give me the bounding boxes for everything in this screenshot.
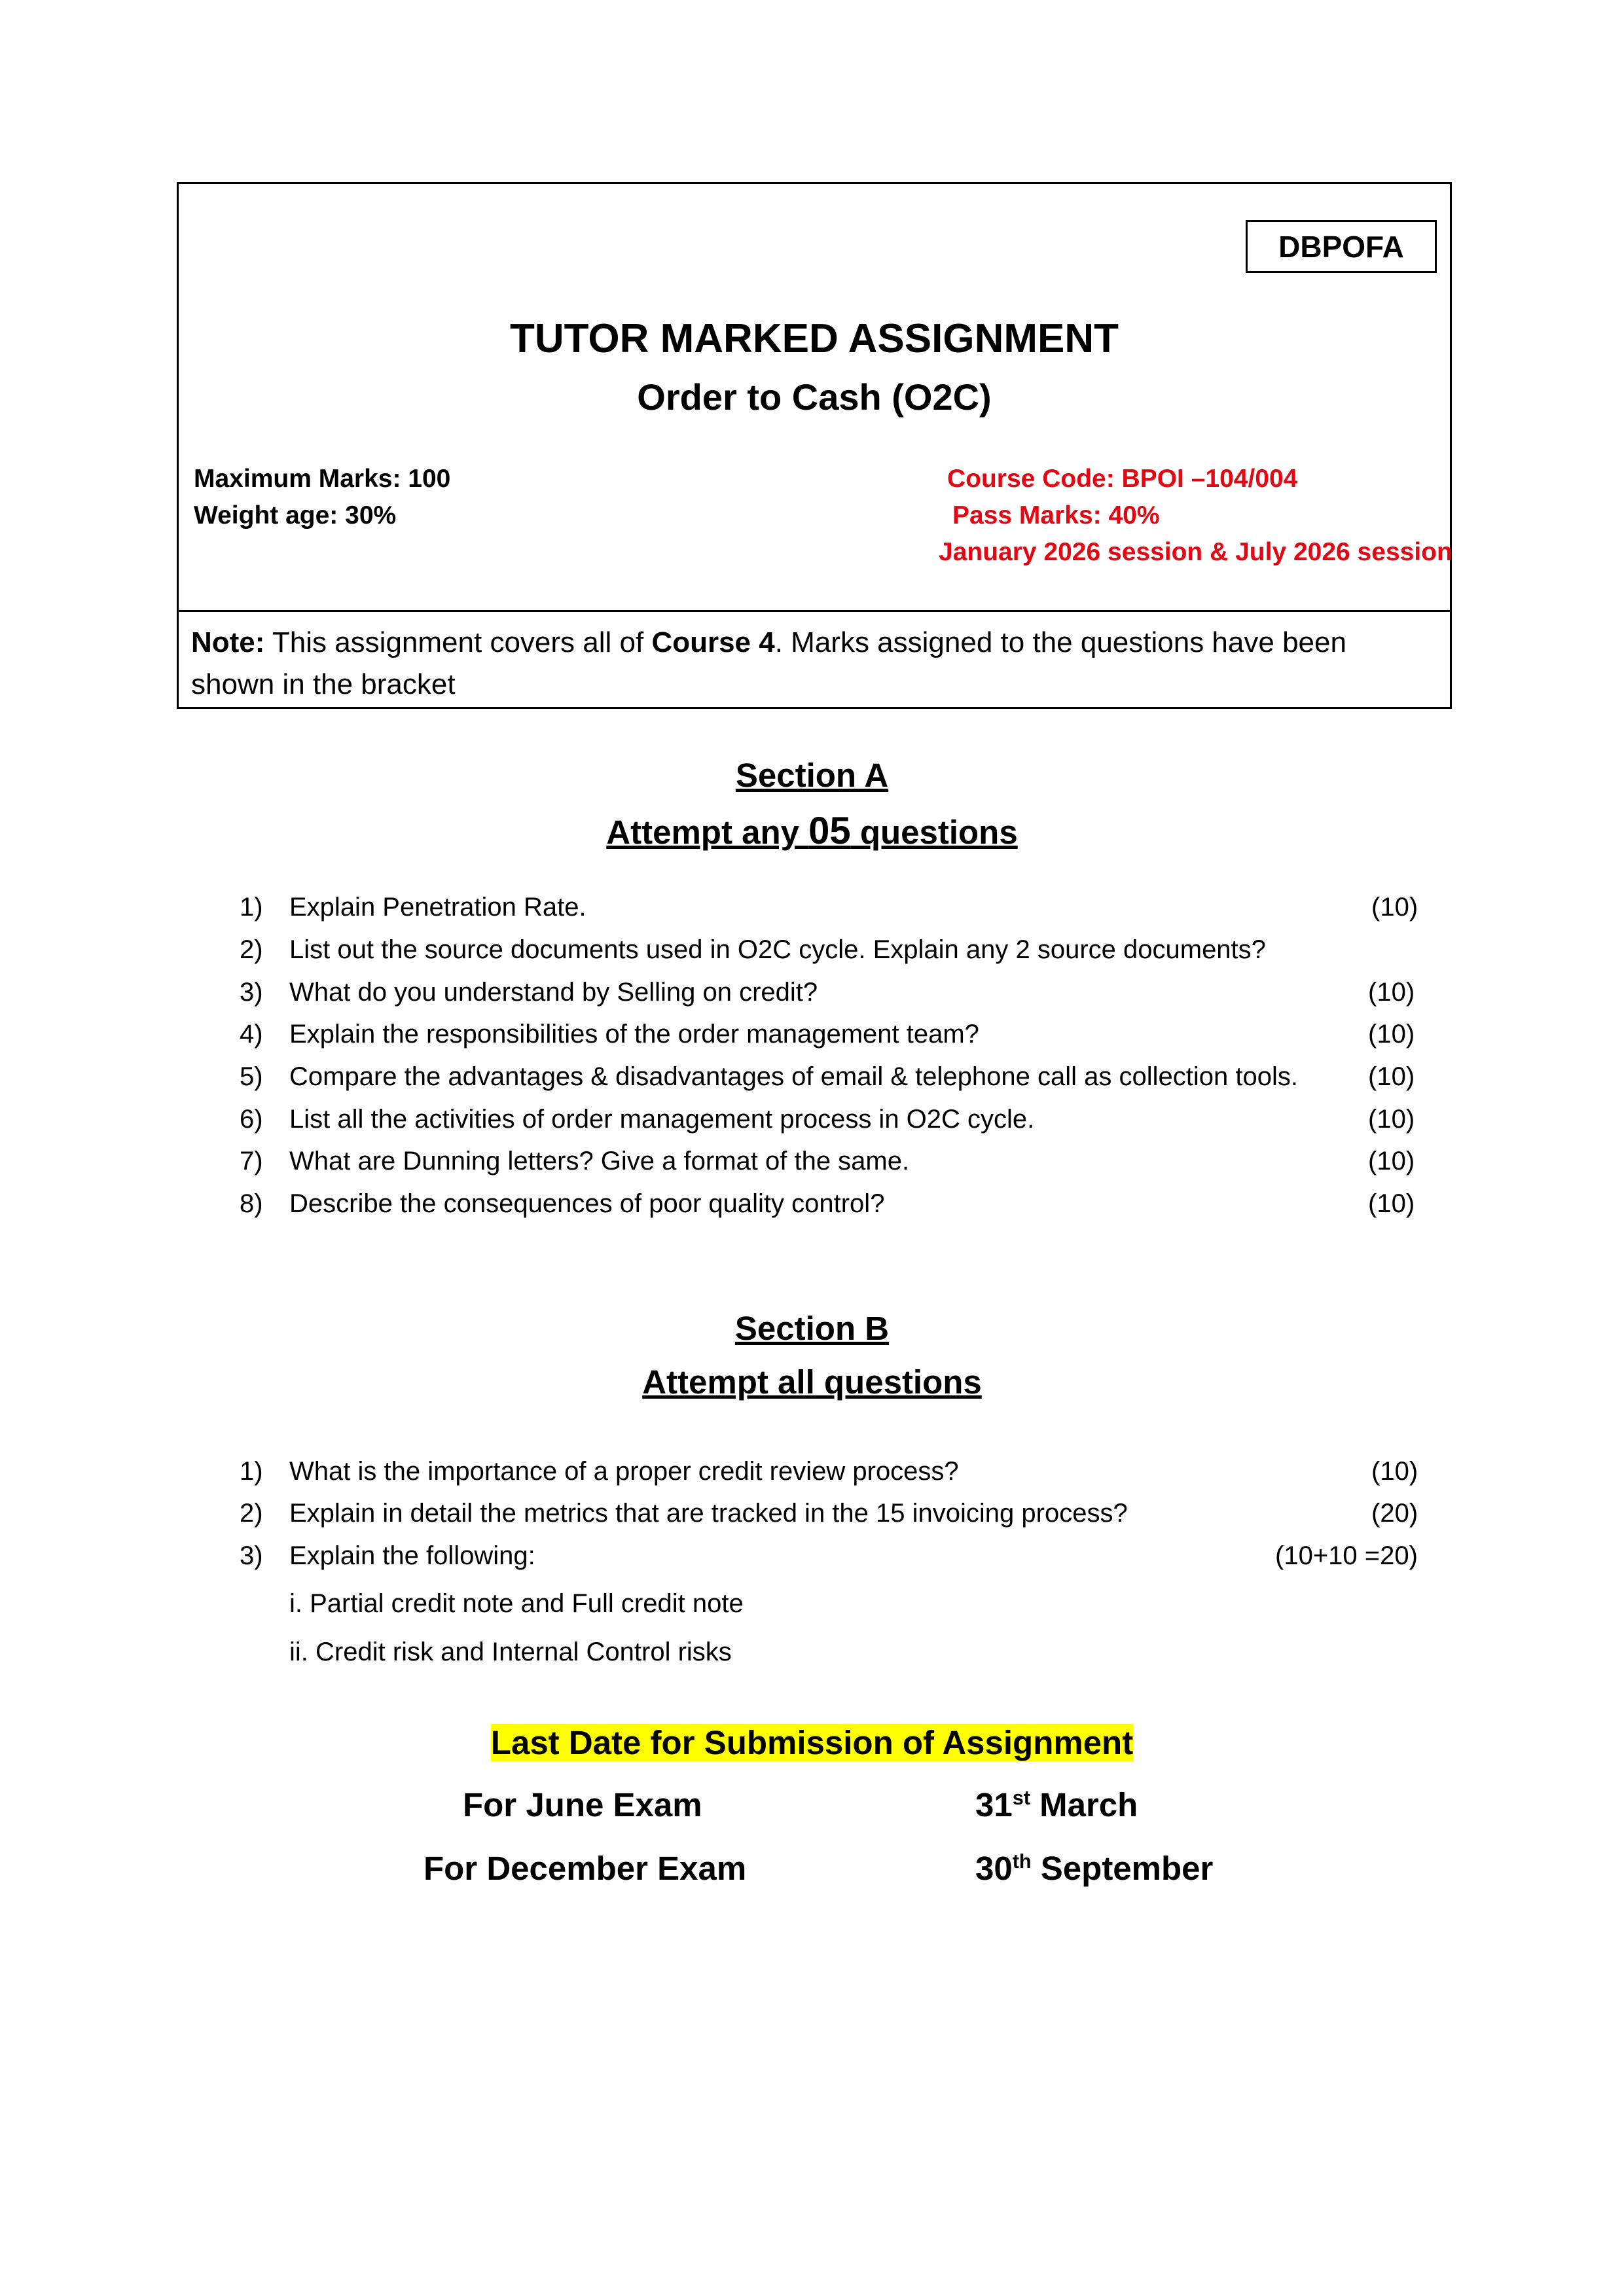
document-subtitle: Order to Cash (O2C): [637, 376, 992, 418]
question-marks: (10): [1371, 893, 1418, 922]
question-text: List all the activities of order management process in O2C cycle.: [289, 1105, 1035, 1134]
question-number: 1): [240, 893, 263, 922]
question-number: 2): [240, 1499, 263, 1528]
deadline-title-text: Last Date for Submission of Assignment: [490, 1724, 1134, 1761]
deadline-day: 31: [975, 1786, 1013, 1823]
deadline-month: March: [1030, 1786, 1138, 1823]
section-a-instruction: [0, 809, 1624, 853]
deadline-day-suffix: st: [1012, 1787, 1030, 1809]
section-a-instruction-count: 05: [808, 810, 851, 852]
question-number: 6): [240, 1105, 263, 1134]
question-marks: (10): [1371, 1457, 1418, 1486]
question-text: Explain the following:: [289, 1541, 535, 1570]
max-marks: Maximum Marks: 100: [194, 465, 451, 493]
note-text-2: . Marks assigned to the questions have been shown in the bracket: [191, 626, 1346, 700]
section-b-title: Section B: [734, 1310, 890, 1347]
section-a-title: Section A: [735, 757, 889, 794]
question-number: 2): [240, 935, 263, 964]
question-text: Compare the advantages & disadvantages of email & telephone call as collection tools.: [289, 1062, 1298, 1091]
course-code: Course Code: BPOI –104/004: [947, 465, 1298, 493]
document-title: TUTOR MARKED ASSIGNMENT: [510, 316, 1119, 361]
question-marks: (10+10 =20): [1275, 1541, 1418, 1570]
question-marks: (10): [1368, 1105, 1415, 1134]
course-tag-box: [1246, 220, 1437, 273]
deadline-title: [0, 1723, 1624, 1762]
question-number: 8): [240, 1189, 263, 1218]
question-marks: (10): [1368, 978, 1415, 1007]
question-text: Explain in detail the metrics that are tracked in the 15 invoicing process?: [289, 1499, 1128, 1528]
note-text-1: This assignment covers all of: [264, 626, 652, 658]
deadline-date: [975, 1849, 1213, 1888]
note-divider: [177, 610, 1452, 612]
question-number: 4): [240, 1020, 263, 1049]
deadline-label: For June Exam: [463, 1786, 702, 1823]
question-text: Describe the consequences of poor quality control?: [289, 1189, 885, 1218]
question-number: 3): [240, 978, 263, 1007]
question-text: Explain the responsibilities of the order management team?: [289, 1020, 979, 1049]
question-text: What are Dunning letters? Give a format of the same.: [289, 1147, 910, 1175]
question-text: What do you understand by Selling on credit?: [289, 978, 818, 1007]
question-marks: (10): [1368, 1020, 1415, 1049]
question-number: 7): [240, 1147, 263, 1175]
question-number: 5): [240, 1062, 263, 1091]
deadline-day: 30: [975, 1850, 1013, 1887]
question-marks: (10): [1368, 1147, 1415, 1175]
note-label: Note:: [191, 626, 265, 658]
deadline-day-suffix: th: [1012, 1850, 1032, 1873]
course-tag: DBPOFA: [1278, 229, 1404, 264]
pass-marks: Pass Marks: 40%: [952, 501, 1160, 529]
section-a-instruction-prefix: Attempt any: [606, 814, 809, 851]
sub-item: i. Partial credit note and Full credit note: [289, 1589, 744, 1618]
section-b-instruction: Attempt all questions: [642, 1363, 982, 1401]
question-number: 3): [240, 1541, 263, 1570]
question-text: Explain Penetration Rate.: [289, 893, 586, 922]
weightage: Weight age: 30%: [194, 501, 397, 529]
question-marks: (20): [1371, 1499, 1418, 1528]
note: [191, 622, 1435, 706]
deadline-label: For December Exam: [424, 1850, 747, 1887]
sub-item: ii. Credit risk and Internal Control risks: [289, 1638, 732, 1666]
note-course: Course 4: [651, 626, 775, 658]
question-number: 1): [240, 1457, 263, 1486]
deadline-month: September: [1031, 1850, 1214, 1887]
question-text: What is the importance of a proper credit review process?: [289, 1457, 959, 1486]
section-a-instruction-suffix: questions: [850, 814, 1018, 851]
question-text: List out the source documents used in O2C cycle. Explain any 2 source documents?: [289, 935, 1266, 964]
question-marks: (10): [1368, 1062, 1415, 1091]
question-marks: (10): [1368, 1189, 1415, 1218]
session: January 2026 session & July 2026 session: [939, 538, 1453, 566]
deadline-date: [975, 1785, 1138, 1824]
